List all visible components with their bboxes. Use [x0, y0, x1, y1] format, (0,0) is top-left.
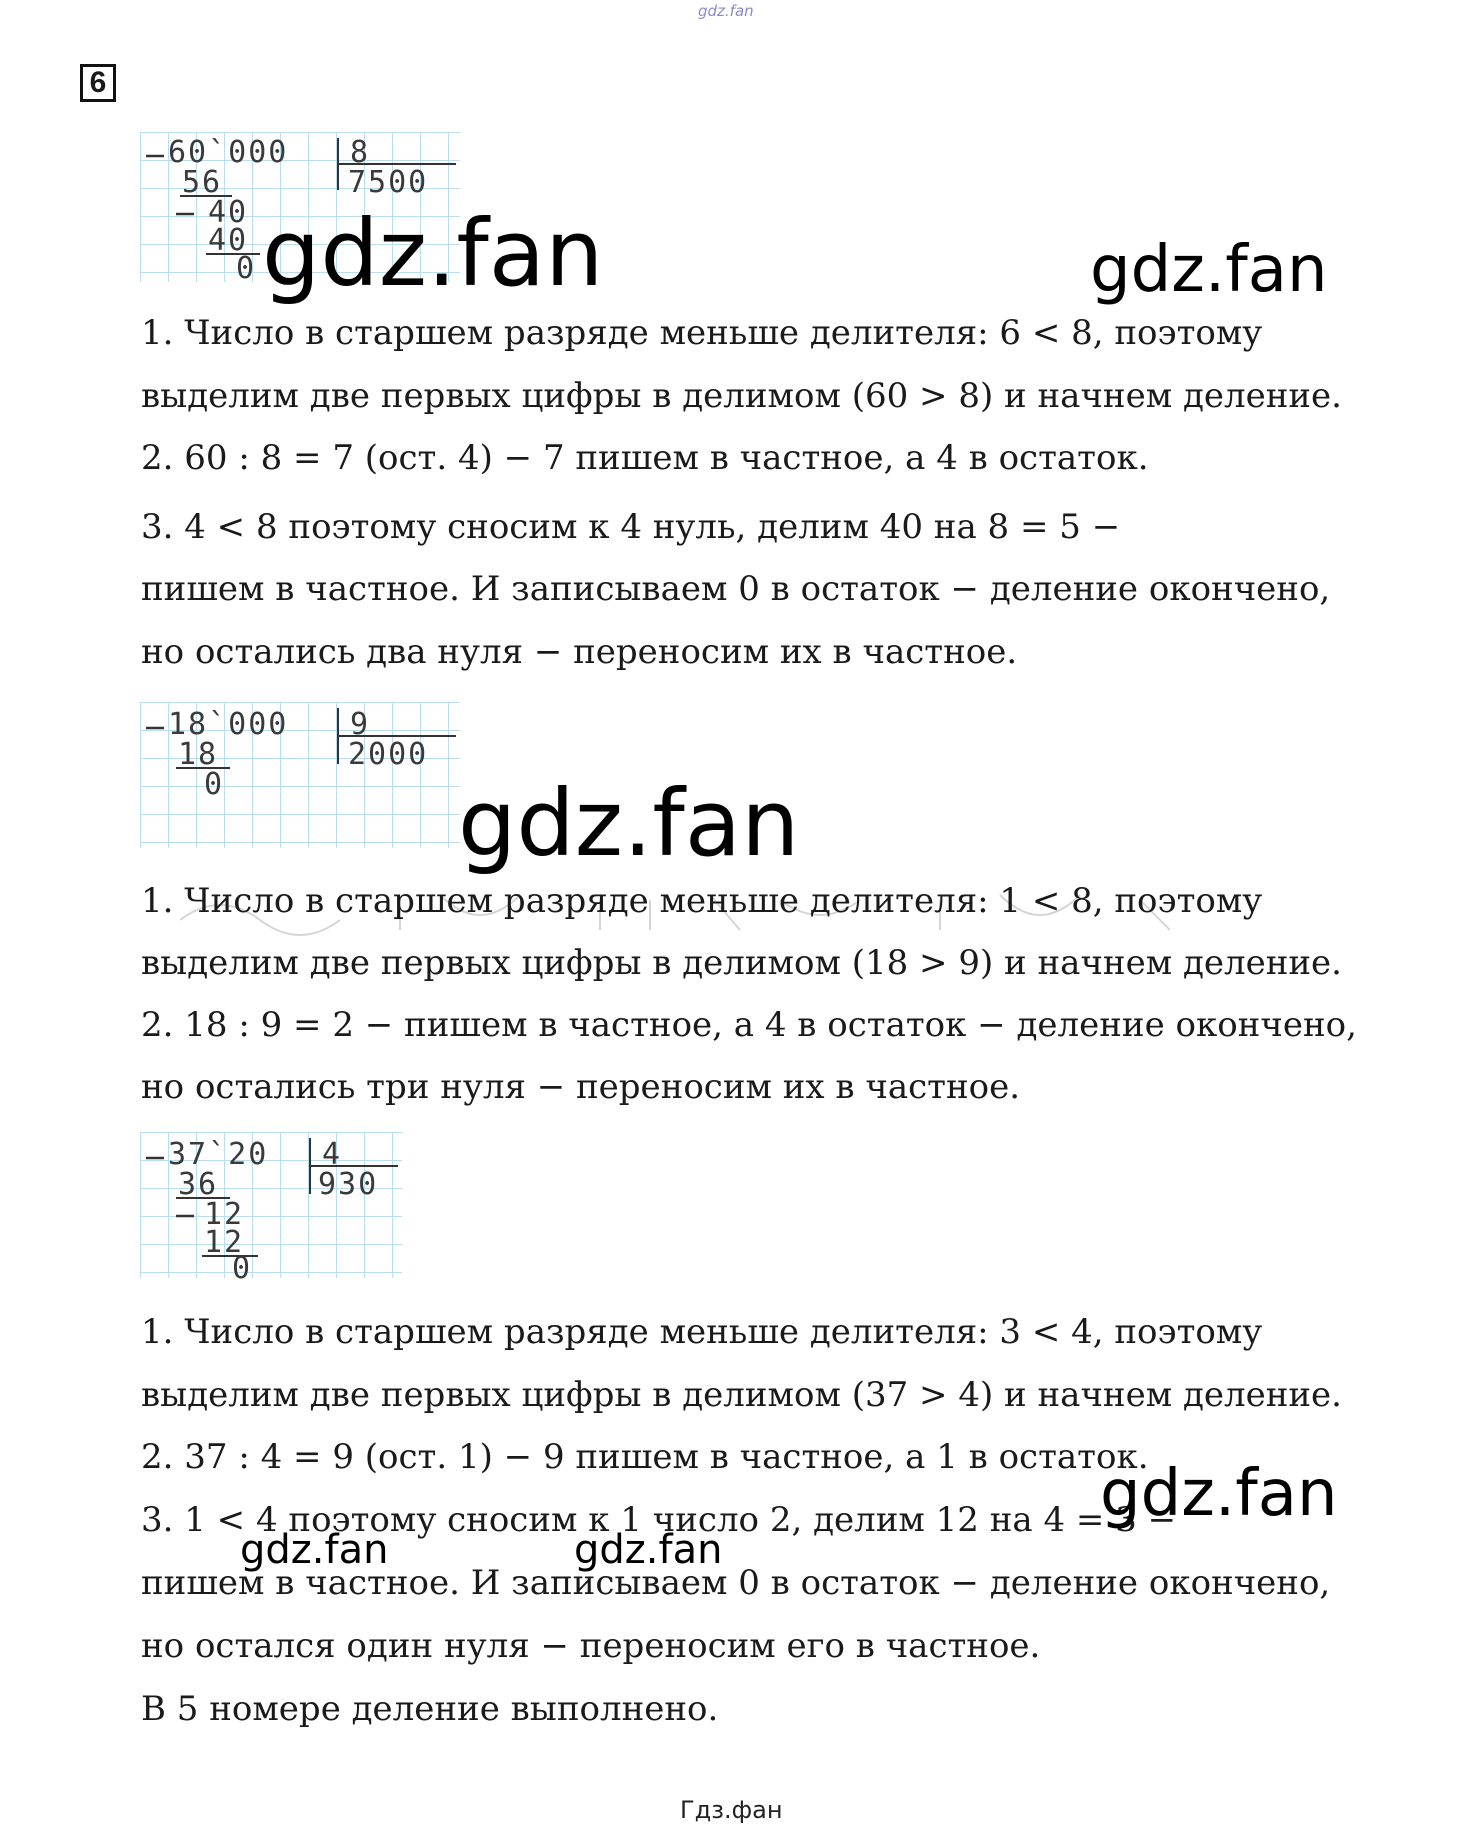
explanation-line: 1. Число в старшем разряде меньше делителя: 6 < 8, поэтому — [141, 313, 1263, 353]
explanation-line: В 5 номере деление выполнено. — [141, 1689, 719, 1729]
division-quotient: 2000 — [348, 737, 429, 772]
watermark: gdz.fan — [262, 200, 604, 307]
footer-text: Гдз.фан — [680, 1796, 783, 1824]
watermark: gdz.fan — [574, 1527, 723, 1573]
task-number: 6 — [80, 64, 116, 102]
explanation-line: 3. 4 < 8 поэтому сносим к 4 нуль, делим 40 на 8 = 5 − — [141, 507, 1121, 547]
division-divisor: 4 — [322, 1137, 343, 1172]
division-dividend: 60`000 — [168, 135, 289, 170]
explanation-line: 3. 1 < 4 поэтому сносим к 1 число 2, делим 12 на 4 = 3 − — [141, 1500, 1177, 1540]
division-dividend: 37`20 — [168, 1137, 269, 1172]
division-step: 40 — [208, 195, 249, 230]
division-step: 0 — [236, 251, 257, 286]
division-divisor: 8 — [350, 135, 371, 170]
watermark: gdz.fan — [1100, 1457, 1338, 1531]
watermark: gdz.fan — [240, 1527, 389, 1573]
division-step: 12 — [204, 1197, 245, 1232]
explanation-line: 1. Число в старшем разряде меньше делителя: 1 < 8, поэтому — [141, 881, 1263, 921]
explanation-line: пишем в частное. И записываем 0 в остаток − деление окончено, — [141, 569, 1331, 609]
explanation-line: выделим две первых цифры в делимом (18 > 9) и начнем деление. — [141, 943, 1342, 983]
division-step: 12 — [204, 1225, 245, 1260]
division-2 — [140, 702, 460, 848]
division-step: 56 — [182, 165, 223, 200]
division-step: 40 — [208, 223, 249, 258]
explanation-line: но остался один нуля − переносим его в частное. — [141, 1626, 1041, 1666]
explanation-line: выделим две первых цифры в делимом (60 > 8) и начнем деление. — [141, 376, 1342, 416]
division-step: 0 — [204, 767, 225, 802]
division-3 — [140, 1132, 402, 1286]
division-divisor: 9 — [350, 707, 371, 742]
division-step: 0 — [232, 1251, 253, 1286]
explanation-line: 2. 37 : 4 = 9 (ост. 1) − 9 пишем в частное, а 1 в остаток. — [141, 1437, 1149, 1477]
explanation-line: 1. Число в старшем разряде меньше делителя: 3 < 4, поэтому — [141, 1312, 1263, 1352]
explanation-line: но остались три нуля − переносим их в частное. — [141, 1067, 1021, 1107]
header-url: gdz.fan — [698, 2, 754, 20]
division-dividend: 18`000 — [168, 707, 289, 742]
explanation-line: 2. 18 : 9 = 2 − пишем в частное, а 4 в остаток − деление окончено, — [141, 1005, 1357, 1045]
division-step: 18 — [178, 737, 219, 772]
division-step: 36 — [178, 1167, 219, 1202]
explanation-line: 2. 60 : 8 = 7 (ост. 4) − 7 пишем в частное, а 4 в остаток. — [141, 438, 1149, 478]
explanation-line: но остались два нуля − переносим их в частное. — [141, 632, 1018, 672]
division-quotient: 7500 — [348, 165, 429, 200]
division-quotient: 930 — [318, 1167, 379, 1202]
watermark: gdz.fan — [458, 770, 800, 877]
watermark: gdz.fan — [1090, 233, 1328, 307]
explanation-line: пишем в частное. И записываем 0 в остаток − деление окончено, — [141, 1563, 1331, 1603]
explanation-line: выделим две первых цифры в делимом (37 > 4) и начнем деление. — [141, 1375, 1342, 1415]
